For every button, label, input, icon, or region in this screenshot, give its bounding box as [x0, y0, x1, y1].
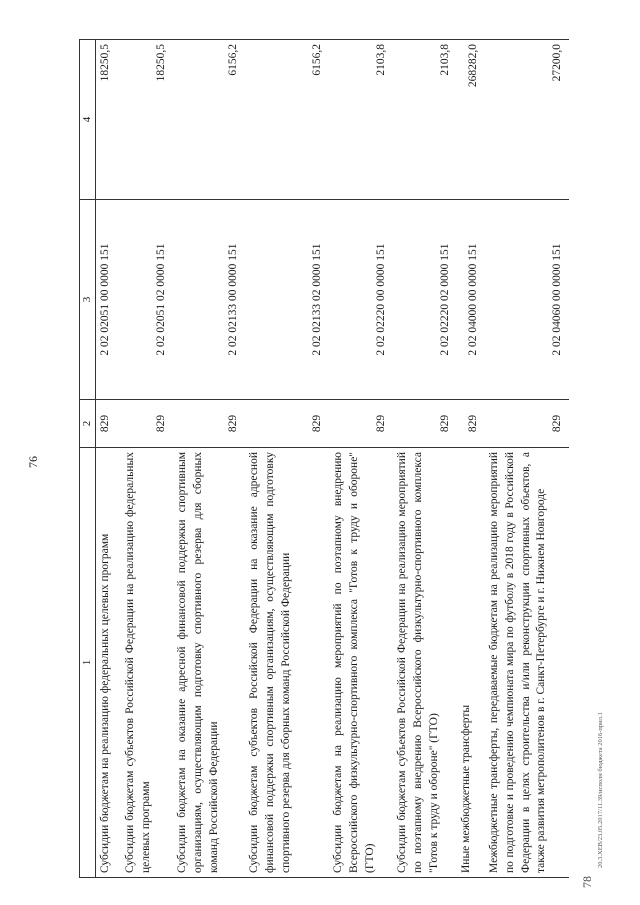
- row-admin-code: 829: [329, 400, 393, 448]
- table-row: [121, 40, 173, 878]
- footer-file-path: 20.3.XEB/23.05.2017/11.39/исполн бюджета 2016-прил.1: [597, 712, 604, 868]
- row-admin-code: 829: [485, 400, 569, 448]
- row-admin-code: 829: [173, 400, 245, 448]
- row-description: Субсидии бюджетам субъектов Российской Федерации на реализацию мероприятий по поэтапному внедрению Всероссийского физкультурно-спортивного комплекса "Готов к труду и обороне" (ГТО): [393, 448, 457, 878]
- page-number: 76: [26, 456, 40, 468]
- page-number-bottom: 78: [580, 876, 594, 888]
- rotated-table-sheet: [79, 40, 563, 878]
- row-description: Субсидии бюджетам субъектов Российской Федерации на реализацию федеральных целевых программ: [121, 448, 173, 878]
- row-description: Субсидии бюджетам на реализацию мероприятий по поэтапному внедрению Всероссийского физкультурно-спортивного комплекса "Готов к труду и обороне" (ГТО): [329, 448, 393, 878]
- row-budget-code: 2 02 02220 00 0000 151: [329, 200, 393, 400]
- row-amount: 2103,8: [393, 40, 457, 200]
- row-amount: 6156,2: [245, 40, 329, 200]
- row-description: Субсидии бюджетам субъектов Российской Федерации на оказание адресной финансовой поддержки спортивным организациям, осуществляющим подготовку спортивного резерва для сборных команд Российской Федерации: [245, 448, 329, 878]
- row-description: Иные межбюджетные трансферты: [457, 448, 485, 878]
- row-admin-code: 829: [95, 400, 121, 448]
- table-row: [95, 40, 121, 878]
- header-col-3: 3: [80, 200, 96, 400]
- row-budget-code: 2 02 02220 02 0000 151: [393, 200, 457, 400]
- header-col-4: 4: [80, 40, 96, 200]
- row-amount: 2103,8: [329, 40, 393, 200]
- row-budget-code: 2 02 04000 00 0000 151: [457, 200, 485, 400]
- row-budget-code: 2 02 04060 00 0000 151: [485, 200, 569, 400]
- row-admin-code: 829: [457, 400, 485, 448]
- row-description: Субсидии бюджетам на оказание адресной финансовой поддержки спортивным организациям, осуществляющим подготовку спортивного резерва для сборных команд Российской Федерации: [173, 448, 245, 878]
- budget-table: [79, 39, 569, 878]
- row-description: Субсидии бюджетам на реализацию федеральных целевых программ: [95, 448, 121, 878]
- row-admin-code: 829: [393, 400, 457, 448]
- row-admin-code: 829: [245, 400, 329, 448]
- row-amount: 18250,5: [121, 40, 173, 200]
- row-description: Межбюджетные трансферты, передаваемые бюджетам на реализацию мероприятий по подготовке и проведению чемпионата мира по футболу в 2018 году в Российской Федерации в целях строительства и/или реконструкции спортивных объектов, а также развития метрополитенов в г. Санкт-Петербурге и г. Нижнем Новгороде: [485, 448, 569, 878]
- table-row: [245, 40, 329, 878]
- row-budget-code: 2 02 02133 02 0000 151: [245, 200, 329, 400]
- row-amount: 18250,5: [95, 40, 121, 200]
- row-budget-code: 2 02 02133 00 0000 151: [173, 200, 245, 400]
- table-row: [329, 40, 393, 878]
- table-row: [173, 40, 245, 878]
- row-amount: 27200,0: [485, 40, 569, 200]
- row-budget-code: 2 02 02051 02 0000 151: [121, 200, 173, 400]
- header-col-1: 1: [80, 448, 96, 878]
- row-admin-code: 829: [121, 400, 173, 448]
- table-row: [485, 40, 569, 878]
- table-row: [457, 40, 485, 878]
- row-budget-code: 2 02 02051 00 0000 151: [95, 200, 121, 400]
- table-row: [393, 40, 457, 878]
- row-amount: 268282,0: [457, 40, 485, 200]
- row-amount: 6156,2: [173, 40, 245, 200]
- header-row: [80, 40, 96, 878]
- header-col-2: 2: [80, 400, 96, 448]
